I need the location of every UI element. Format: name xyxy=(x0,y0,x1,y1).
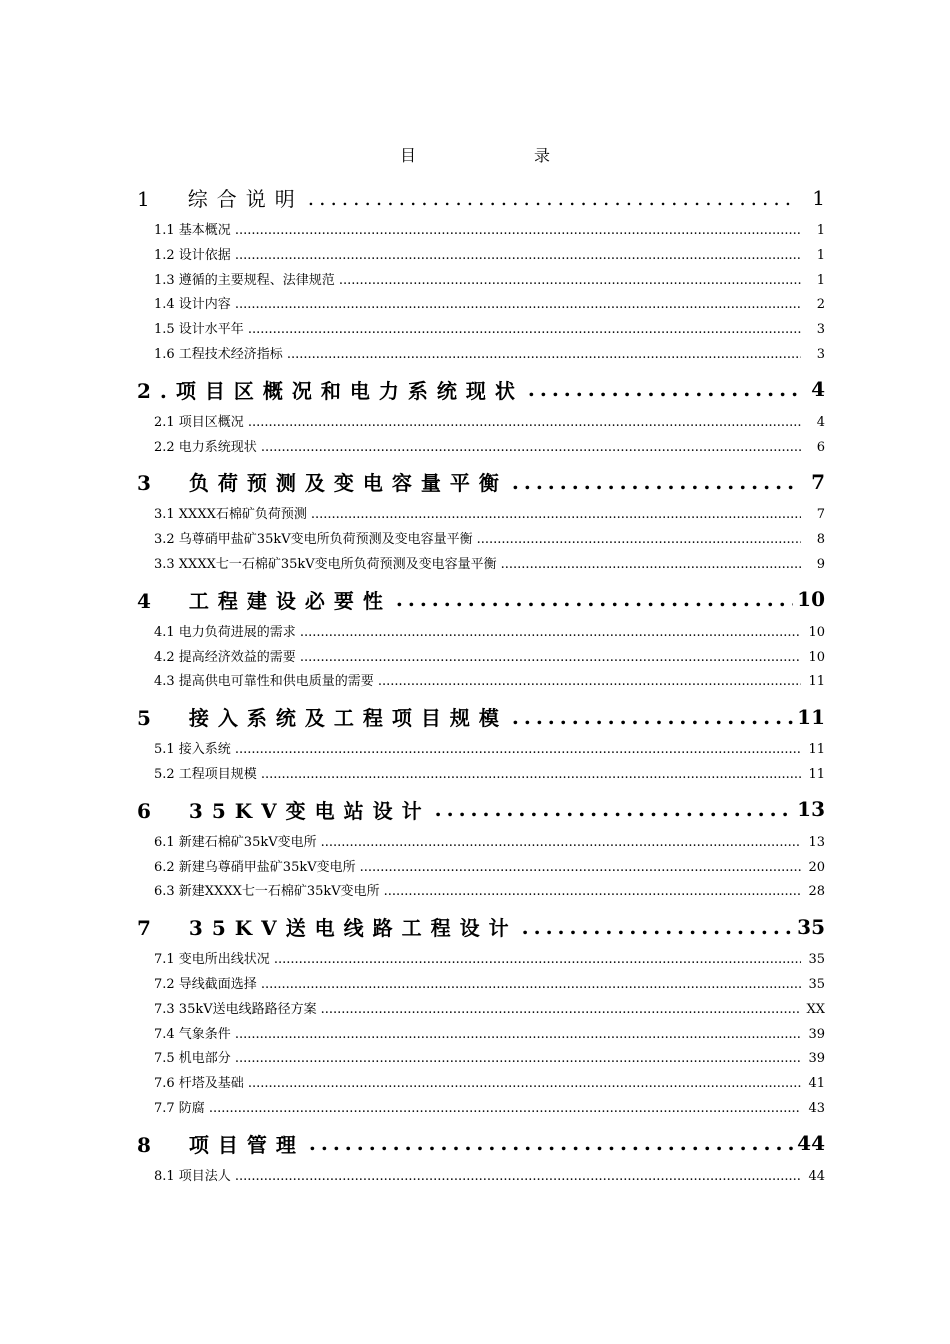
toc-section-row[interactable] xyxy=(137,318,825,343)
toc-chapter-row[interactable] xyxy=(137,368,825,411)
toc-chapter-label: 6 35KV变电站设计 xyxy=(137,798,431,823)
toc-section-row[interactable] xyxy=(137,503,825,528)
toc-leader-dots xyxy=(235,223,801,238)
toc-section-label: 4.3 提高供电可靠性和供电质量的需要 xyxy=(154,674,374,690)
toc-leader-dots xyxy=(384,884,801,899)
toc-section-label: 4.2 提高经济效益的需要 xyxy=(154,649,296,665)
toc-chapter-page: 4 xyxy=(811,377,825,402)
toc-leader-dots xyxy=(209,1101,801,1116)
toc-section-page: 1 xyxy=(816,223,825,238)
toc-leader-dots xyxy=(248,415,801,430)
toc-section-page: 10 xyxy=(808,624,825,640)
table-of-contents xyxy=(137,176,825,1190)
toc-section-label: 3.2 乌尊硝甲盐矿35kV变电所负荷预测及变电容量平衡 xyxy=(154,532,473,548)
toc-chapter-label: 2.项目区概况和电力系统现状 xyxy=(137,378,524,403)
toc-leader-dots xyxy=(311,507,801,522)
toc-leader-dots xyxy=(339,273,801,288)
toc-leader-dots xyxy=(512,470,797,494)
toc-section-page: 2 xyxy=(816,297,825,313)
toc-section-row[interactable] xyxy=(137,973,825,998)
toc-section-row[interactable] xyxy=(137,343,825,368)
toc-leader-dots xyxy=(396,587,793,611)
toc-chapter-row[interactable] xyxy=(137,578,825,621)
toc-section-page: 43 xyxy=(808,1100,825,1116)
toc-section-page: 1 xyxy=(816,272,825,288)
toc-section-label: 2.2 电力系统现状 xyxy=(154,439,257,455)
toc-section-page: 3 xyxy=(816,322,825,338)
toc-section-page: 35 xyxy=(808,952,825,968)
toc-section-label: 1.3 遵循的主要规程、法律规范 xyxy=(154,272,335,288)
toc-leader-dots xyxy=(522,915,794,939)
toc-section-page: 41 xyxy=(808,1076,825,1092)
toc-section-page: 7 xyxy=(816,507,825,523)
toc-leader-dots xyxy=(501,557,801,572)
toc-chapter-row[interactable] xyxy=(137,695,825,738)
toc-chapter-row[interactable] xyxy=(137,788,825,831)
toc-section-page: 4 xyxy=(816,414,825,430)
toc-section-page: 28 xyxy=(808,884,825,900)
toc-chapter-label: 5 接入系统及工程项目规模 xyxy=(137,706,508,731)
toc-leader-dots xyxy=(308,186,797,210)
toc-leader-dots xyxy=(435,797,794,821)
toc-section-label: 1.1 基本概况 xyxy=(154,223,231,238)
toc-leader-dots xyxy=(309,1131,793,1155)
toc-section-page: 11 xyxy=(808,674,825,690)
toc-section-row[interactable] xyxy=(137,856,825,881)
toc-leader-dots xyxy=(528,377,797,401)
toc-chapter-page: 11 xyxy=(797,704,825,729)
toc-chapter-row[interactable] xyxy=(137,176,825,219)
toc-leader-dots xyxy=(261,767,801,782)
toc-leader-dots xyxy=(378,674,801,689)
toc-chapter-label: 1 综合说明 xyxy=(137,187,304,211)
toc-section-page: 11 xyxy=(808,766,825,782)
toc-leader-dots xyxy=(321,835,801,850)
toc-leader-dots xyxy=(235,248,801,263)
toc-section-label: 7.3 35kV送电线路路径方案 xyxy=(154,1001,317,1017)
toc-leader-dots xyxy=(321,1002,801,1017)
toc-section-page: 44 xyxy=(808,1168,825,1184)
toc-leader-dots xyxy=(248,1076,801,1091)
toc-leader-dots xyxy=(248,322,801,337)
toc-section-row[interactable] xyxy=(137,621,825,646)
toc-chapter-page: 44 xyxy=(797,1131,825,1156)
toc-chapter-label: 4 工程建设必要性 xyxy=(137,588,392,613)
toc-section-row[interactable] xyxy=(137,670,825,695)
toc-section-page: 11 xyxy=(808,742,825,758)
toc-section-label: 5.2 工程项目规模 xyxy=(154,766,257,782)
toc-section-label: 7.7 防腐 xyxy=(154,1100,205,1116)
toc-chapter-page: 1 xyxy=(812,185,825,210)
toc-leader-dots xyxy=(287,347,801,362)
toc-chapter-row[interactable] xyxy=(137,460,825,503)
toc-leader-dots xyxy=(360,860,801,875)
toc-section-row[interactable] xyxy=(137,880,825,905)
toc-section-label: 5.1 接入系统 xyxy=(154,742,231,758)
toc-section-row[interactable] xyxy=(137,1072,825,1097)
toc-section-row[interactable] xyxy=(137,948,825,973)
toc-section-row[interactable] xyxy=(137,269,825,294)
toc-leader-dots xyxy=(300,625,801,640)
toc-section-page: 13 xyxy=(808,834,825,850)
toc-leader-dots xyxy=(235,1051,801,1066)
toc-leader-dots xyxy=(235,297,801,312)
toc-leader-dots xyxy=(235,742,801,757)
toc-leader-dots xyxy=(261,977,801,992)
toc-section-row[interactable] xyxy=(137,831,825,856)
toc-section-page: 20 xyxy=(808,859,825,875)
toc-section-row[interactable] xyxy=(137,1023,825,1048)
toc-section-page: 39 xyxy=(808,1026,825,1042)
toc-leader-dots xyxy=(477,532,801,547)
toc-section-row[interactable] xyxy=(137,1047,825,1072)
toc-section-label: 3.1 XXXX石棉矿负荷预测 xyxy=(154,507,307,523)
toc-section-row[interactable] xyxy=(137,436,825,461)
toc-leader-dots xyxy=(235,1169,801,1184)
toc-section-page: 10 xyxy=(808,649,825,665)
toc-section-label: 6.2 新建乌尊硝甲盐矿35kV变电所 xyxy=(154,859,356,875)
toc-section-row[interactable] xyxy=(137,219,825,244)
toc-chapter-page: 35 xyxy=(797,914,825,939)
toc-title-char-1: 目 xyxy=(399,146,416,165)
toc-section-label: 3.3 XXXX七一石棉矿35kV变电所负荷预测及变电容量平衡 xyxy=(154,556,497,572)
toc-section-label: 1.2 设计依据 xyxy=(154,247,231,263)
toc-section-page: 39 xyxy=(808,1051,825,1067)
toc-leader-dots xyxy=(300,650,801,665)
toc-chapter-row[interactable] xyxy=(137,1122,825,1165)
toc-chapter-page: 7 xyxy=(811,469,825,494)
toc-chapter-row[interactable] xyxy=(137,905,825,948)
toc-section-label: 7.2 导线截面选择 xyxy=(154,976,257,992)
toc-section-row[interactable] xyxy=(137,553,825,578)
toc-section-label: 6.1 新建石棉矿35kV变电所 xyxy=(154,834,317,850)
toc-section-row[interactable] xyxy=(137,998,825,1023)
toc-section-row[interactable] xyxy=(137,1097,825,1122)
toc-section-label: 2.1 项目区概况 xyxy=(154,414,244,430)
toc-section-row[interactable] xyxy=(137,293,825,318)
toc-section-row[interactable] xyxy=(137,1165,825,1190)
toc-leader-dots xyxy=(261,440,801,455)
toc-chapter-page: 10 xyxy=(797,587,825,612)
toc-section-label: 1.4 设计内容 xyxy=(154,297,231,313)
toc-section-row[interactable] xyxy=(137,738,825,763)
toc-chapter-label: 7 35KV送电线路工程设计 xyxy=(137,916,518,941)
toc-section-row[interactable] xyxy=(137,763,825,788)
toc-section-page: 9 xyxy=(816,556,825,572)
toc-leader-dots xyxy=(274,952,801,967)
toc-section-page: 8 xyxy=(816,532,825,548)
toc-leader-dots xyxy=(512,705,793,729)
toc-section-row[interactable] xyxy=(137,646,825,671)
toc-chapter-page: 13 xyxy=(797,797,825,822)
toc-section-label: 4.1 电力负荷进展的需求 xyxy=(154,624,296,640)
toc-leader-dots xyxy=(235,1027,801,1042)
toc-section-label: 1.5 设计水平年 xyxy=(154,322,244,338)
toc-section-page: 3 xyxy=(816,346,825,362)
toc-section-label: 6.3 新建XXXX七一石棉矿35kV变电所 xyxy=(154,884,380,900)
toc-title-char-2: 录 xyxy=(534,146,551,165)
toc-section-page: 1 xyxy=(816,247,825,263)
toc-chapter-label: 8 项目管理 xyxy=(137,1132,305,1157)
toc-section-label: 7.6 杆塔及基础 xyxy=(154,1076,244,1092)
toc-section-label: 1.6 工程技术经济指标 xyxy=(154,346,283,362)
toc-section-label: 7.5 机电部分 xyxy=(154,1051,231,1067)
toc-title xyxy=(0,143,950,166)
toc-section-row[interactable] xyxy=(137,244,825,269)
toc-section-page: 6 xyxy=(816,439,825,455)
toc-section-row[interactable] xyxy=(137,411,825,436)
toc-section-label: 7.4 气象条件 xyxy=(154,1026,231,1042)
toc-section-page: XX xyxy=(806,1001,825,1017)
toc-section-label: 7.1 变电所出线状况 xyxy=(154,952,270,968)
toc-section-row[interactable] xyxy=(137,528,825,553)
toc-section-page: 35 xyxy=(808,976,825,992)
toc-section-label: 8.1 项目法人 xyxy=(154,1168,231,1184)
toc-chapter-label: 3 负荷预测及变电容量平衡 xyxy=(137,471,508,496)
